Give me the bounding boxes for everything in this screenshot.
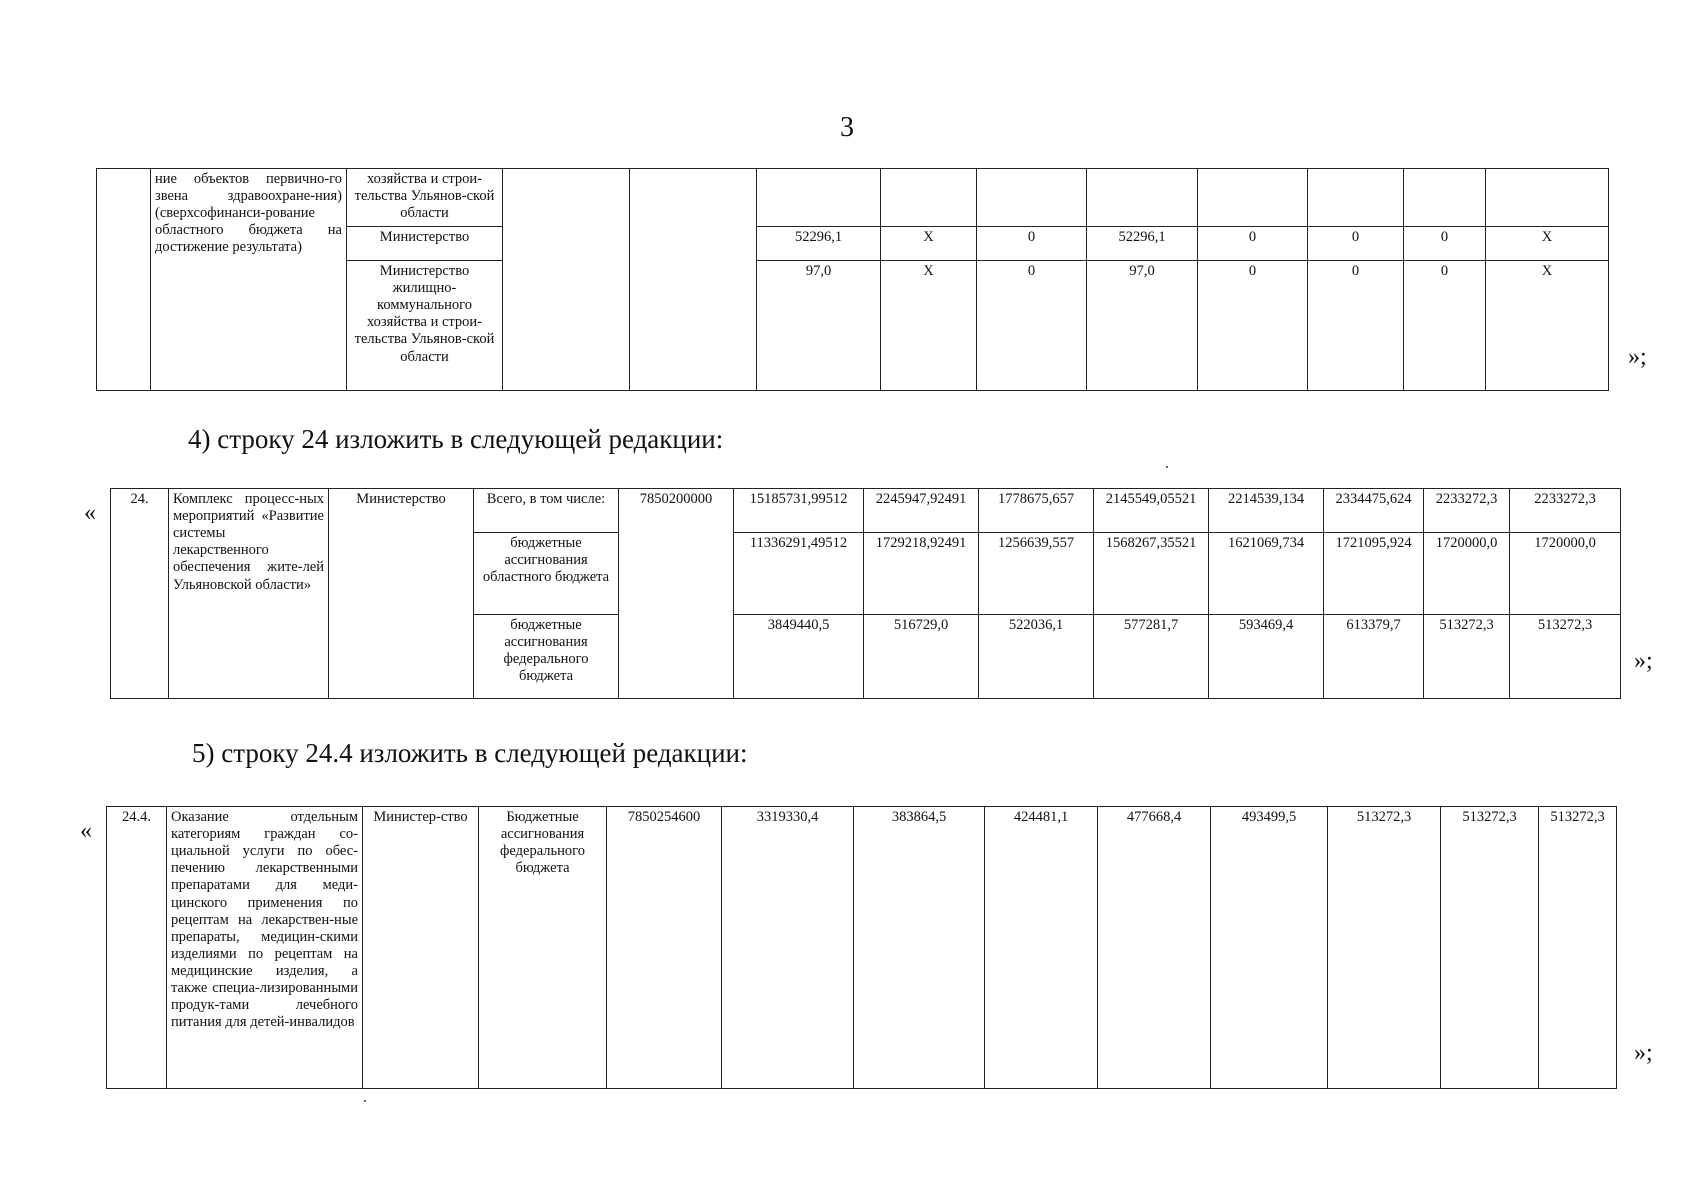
row-number-cell: 24. (111, 489, 169, 699)
value-cell: 1256639,557 (979, 533, 1094, 615)
value-cell: 11336291,49512 (734, 533, 864, 615)
value-cell (1404, 169, 1486, 227)
source-cell (503, 169, 630, 391)
value-cell: 97,0 (1087, 261, 1198, 391)
table-row-24-4 (106, 806, 1617, 1089)
value-cell: 1720000,0 (1510, 533, 1621, 615)
value-cell: 0 (1308, 261, 1404, 391)
value-cell: 1720000,0 (1424, 533, 1510, 615)
source-cell: бюджетные ассигнования федерального бюджета (474, 615, 619, 699)
value-cell: 513272,3 (1424, 615, 1510, 699)
value-cell (1087, 169, 1198, 227)
code-cell (630, 169, 757, 391)
table-row-24 (110, 488, 1621, 699)
value-cell: 516729,0 (864, 615, 979, 699)
value-cell: X (881, 261, 977, 391)
number-cell (97, 169, 151, 391)
value-cell: 424481,1 (985, 807, 1098, 1089)
value-cell: 513272,3 (1328, 807, 1441, 1089)
value-cell: 0 (977, 227, 1087, 261)
event-name-cell: ние объектов первично-го звена здравоохране-ния) (сверхсофинанси-рование областного бюджета на достижение результата) (151, 169, 347, 391)
value-cell: 1729218,92491 (864, 533, 979, 615)
source-cell: бюджетные ассигнования областного бюджета (474, 533, 619, 615)
executor-cell: Министерство (347, 227, 503, 261)
scan-speck (1166, 466, 1168, 468)
value-cell: 2245947,92491 (864, 489, 979, 533)
value-cell: 52296,1 (757, 227, 881, 261)
row-number-cell: 24.4. (107, 807, 167, 1089)
scan-speck (364, 1100, 366, 1102)
value-cell: 0 (1198, 227, 1308, 261)
value-cell: 577281,7 (1094, 615, 1209, 699)
section-heading-5: 5) строку 24.4 изложить в следующей редакции: (192, 738, 748, 768)
value-cell: 1621069,734 (1209, 533, 1324, 615)
value-cell: 97,0 (757, 261, 881, 391)
value-cell: 1721095,924 (1324, 533, 1424, 615)
value-cell (881, 169, 977, 227)
table-continuation (96, 168, 1609, 391)
value-cell (1486, 169, 1609, 227)
event-name-cell: Оказание отдельным категориям граждан со-циальной услуги по обес-печению лекарственными препаратами для меди-цинского применения по рецептам на лекарствен-ные препараты, медицин-скими изделиями по рецептам на медицинские изделия, а также специа-лизированными продук-тами лечебного питания для детей-инвалидов (167, 807, 363, 1089)
value-cell: 0 (1308, 227, 1404, 261)
value-cell (977, 169, 1087, 227)
value-cell: 3849440,5 (734, 615, 864, 699)
closing-quote: »; (1628, 344, 1647, 370)
value-cell: X (1486, 227, 1609, 261)
value-cell: 522036,1 (979, 615, 1094, 699)
value-cell: 2334475,624 (1324, 489, 1424, 533)
value-cell: 2214539,134 (1209, 489, 1324, 533)
value-cell (757, 169, 881, 227)
value-cell: 2233272,3 (1510, 489, 1621, 533)
value-cell: 613379,7 (1324, 615, 1424, 699)
value-cell: 513272,3 (1539, 807, 1617, 1089)
value-cell: 477668,4 (1098, 807, 1211, 1089)
executor-cell: Министерство (329, 489, 474, 699)
value-cell: 1568267,35521 (1094, 533, 1209, 615)
value-cell (1198, 169, 1308, 227)
value-cell: 2145549,05521 (1094, 489, 1209, 533)
value-cell: 0 (1404, 261, 1486, 391)
closing-quote: »; (1634, 1040, 1653, 1066)
value-cell: X (1486, 261, 1609, 391)
value-cell: 493499,5 (1211, 807, 1328, 1089)
value-cell: 593469,4 (1209, 615, 1324, 699)
value-cell: 1778675,657 (979, 489, 1094, 533)
closing-quote: »; (1634, 648, 1653, 674)
value-cell (1308, 169, 1404, 227)
value-cell: 513272,3 (1441, 807, 1539, 1089)
executor-cell: Министерство жилищно-коммунального хозяйства и строи-тельства Ульянов-ской области (347, 261, 503, 391)
value-cell: 0 (1404, 227, 1486, 261)
opening-quote: « (80, 818, 92, 844)
code-cell: 7850200000 (619, 489, 734, 699)
value-cell: 383864,5 (854, 807, 985, 1089)
value-cell: X (881, 227, 977, 261)
section-heading-4: 4) строку 24 изложить в следующей редакции: (188, 424, 724, 454)
opening-quote: « (84, 500, 96, 526)
code-cell: 7850254600 (607, 807, 722, 1089)
source-cell: Бюджетные ассигнования федерального бюджета (479, 807, 607, 1089)
executor-cell: хозяйства и строи-тельства Ульянов-ской области (347, 169, 503, 227)
value-cell: 513272,3 (1510, 615, 1621, 699)
value-cell: 15185731,99512 (734, 489, 864, 533)
executor-cell: Министер-ство (363, 807, 479, 1089)
value-cell: 3319330,4 (722, 807, 854, 1089)
value-cell: 52296,1 (1087, 227, 1198, 261)
value-cell: 0 (1198, 261, 1308, 391)
source-cell: Всего, в том числе: (474, 489, 619, 533)
value-cell: 0 (977, 261, 1087, 391)
event-name-cell: Комплекс процесс-ных мероприятий «Развитие системы лекарственного обеспечения жите-лей Ульяновской области» (169, 489, 329, 699)
page-number: 3 (840, 112, 854, 143)
value-cell: 2233272,3 (1424, 489, 1510, 533)
